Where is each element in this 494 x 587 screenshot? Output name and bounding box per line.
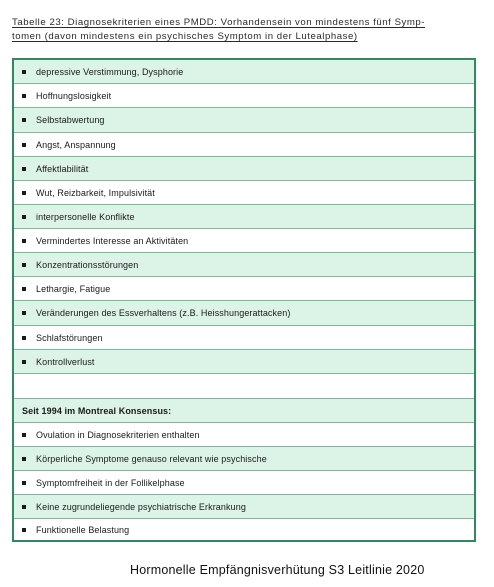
bullet-icon [22,191,26,195]
table-row [14,205,474,229]
criterion-text: Hoffnungslosigkeit [36,90,112,101]
bullet-icon [22,360,26,364]
bullet-icon [22,336,26,340]
bullet-icon [22,143,26,147]
consensus-item-text: Keine zugrundeliegende psychiatrische Erkrankung [36,501,246,512]
caption-line-2: tomen (davon mindestens ein psychisches Symptom in der Lutealphase) [12,31,358,42]
consensus-heading-row [14,399,474,423]
table-row [14,423,474,447]
table-row [14,519,474,540]
bullet-icon [22,215,26,219]
bullet-icon [22,263,26,267]
empty-spacer-row [14,374,474,399]
bullet-icon [22,94,26,98]
consensus-item-text: Funktionelle Belastung [36,524,130,535]
criterion-text: depressive Verstimmung, Dysphorie [36,66,184,77]
criterion-text: Angst, Anspannung [36,139,116,150]
consensus-heading: Seit 1994 im Montreal Konsensus: [22,405,172,416]
bullet-icon [22,118,26,122]
bullet-icon [22,528,26,532]
consensus-item-text: Ovulation in Diagnosekriterien enthalten [36,429,200,440]
criterion-text: Lethargie, Fatigue [36,283,111,294]
table-row [14,229,474,253]
criterion-text: Affektlabilität [36,163,89,174]
criterion-text: Schlafstörungen [36,332,103,343]
table-row [14,60,474,84]
table-row [14,495,474,519]
bullet-icon [22,481,26,485]
table-row [14,84,474,108]
table-row [14,253,474,277]
table-row [14,181,474,205]
criterion-text: interpersonelle Konflikte [36,211,135,222]
bullet-icon [22,239,26,243]
bullet-icon [22,505,26,509]
bullet-icon [22,433,26,437]
table-row [14,447,474,471]
criterion-text: Selbstabwertung [36,115,105,125]
caption-line-1: Tabelle 23: Diagnosekriterien eines PMDD: Vorhandensein von mindestens fünf Symp- [12,17,426,28]
table-row [14,277,474,301]
criteria-table [12,58,476,542]
table-row [14,108,474,133]
source-footer: Hormonelle Empfängnisverhütung S3 Leitlinie 2020 [130,563,425,577]
table-row [14,350,474,374]
table-row [14,133,474,157]
table-row [14,326,474,350]
criterion-text: Kontrollverlust [36,356,95,367]
bullet-icon [22,167,26,171]
criterion-text: Konzentrationsstörungen [36,259,139,270]
criterion-text: Wut, Reizbarkeit, Impulsivität [36,187,155,198]
criterion-text: Veränderungen des Essverhaltens (z.B. Heisshungerattacken) [36,308,291,318]
criterion-text: Vermindertes Interesse an Aktivitäten [36,235,189,246]
bullet-icon [22,457,26,461]
table-row [14,471,474,495]
bullet-icon [22,287,26,291]
table-row [14,157,474,181]
consensus-item-text: Symptomfreiheit in der Follikelphase [36,477,185,488]
table-row [14,301,474,326]
bullet-icon [22,70,26,74]
bullet-icon [22,311,26,315]
consensus-item-text: Körperliche Symptome genauso relevant wie psychische [36,453,267,464]
table-caption [12,16,482,44]
